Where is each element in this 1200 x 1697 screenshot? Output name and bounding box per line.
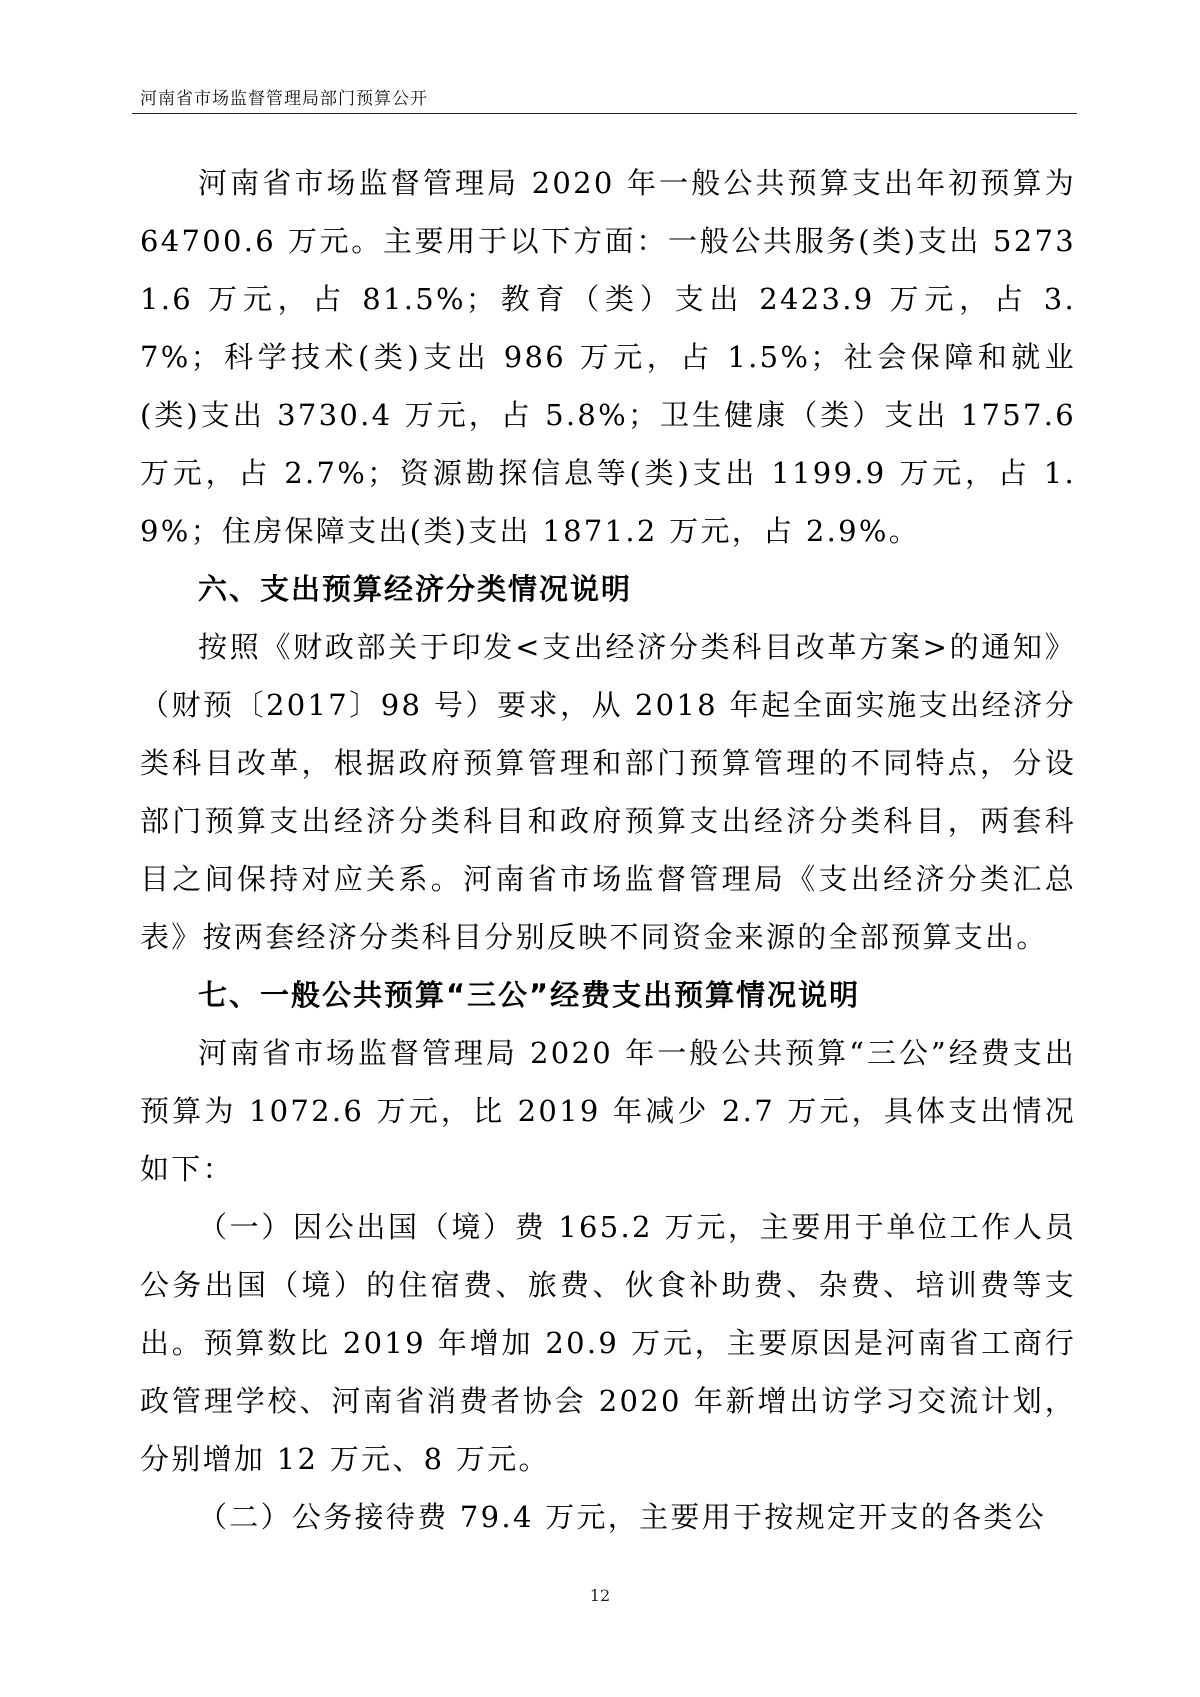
page-header <box>132 80 1077 114</box>
paragraph-reception-expenses: （二）公务接待费 79.4 万元，主要用于按规定开支的各类公 <box>198 1500 1047 1534</box>
paragraph-abroad-expenses: （一）因公出国（境）费 165.2 万元，主要用于单位工作人员公务出国（境）的住宿费、旅费、伙食补助费、杂费、培训费等支出。预算数比 2019 年增加 20.9 万元，主要原因是河南省工商行政管理学校、河南省消费者协会 2020 年新增出访学习交流计划，分别增加 12 万元、8 万元。 <box>140 1210 1076 1476</box>
page-number: 12 <box>589 1586 611 1605</box>
paragraph-three-public-expenses: 河南省市场监督管理局 2020 年一般公共预算“三公”经费支出预算为 1072.6 万元，比 2019 年减少 2.7 万元，具体支出情况如下： <box>140 1036 1076 1186</box>
paragraph-economic-classification: 按照《财政部关于印发<支出经济分类科目改革方案>的通知》（财预〔2017〕98 号）要求，从 2018 年起全面实施支出经济分类科目改革，根据政府预算管理和部门预算管理的不同特点，分设部门预算支出经济分类科目和政府预算支出经济分类科目，两套科目之间保持对应关系。河南省市场监督管理局《支出经济分类汇总表》按两套经济分类科目分别反映不同资金来源的全部预算支出。 <box>140 630 1076 954</box>
heading-three-public-expenses: 七、一般公共预算“三公”经费支出预算情况说明 <box>198 978 861 1012</box>
paragraph-general-budget: 河南省市场监督管理局 2020 年一般公共预算支出年初预算为 64700.6 万元。主要用于以下方面：一般公共服务(类)支出 52731.6 万元，占 81.5%；教育（类）支出 2423.9 万元，占 3.7%；科学技术(类)支出 986 万元，占 1.5%；社会保障和就业(类)支出 3730.4 万元，占 5.8%；卫生健康（类）支出 1757.6 万元，占 2.7%；资源勘探信息等(类)支出 1199.9 万元，占 1.9%；住房保障支出(类)支出 1871.2 万元，占 2.9%。 <box>140 166 1076 548</box>
header-title: 河南省市场监督管理局部门预算公开 <box>140 89 428 109</box>
heading-economic-classification: 六、支出预算经济分类情况说明 <box>198 572 633 606</box>
document-body <box>140 154 1076 1546</box>
